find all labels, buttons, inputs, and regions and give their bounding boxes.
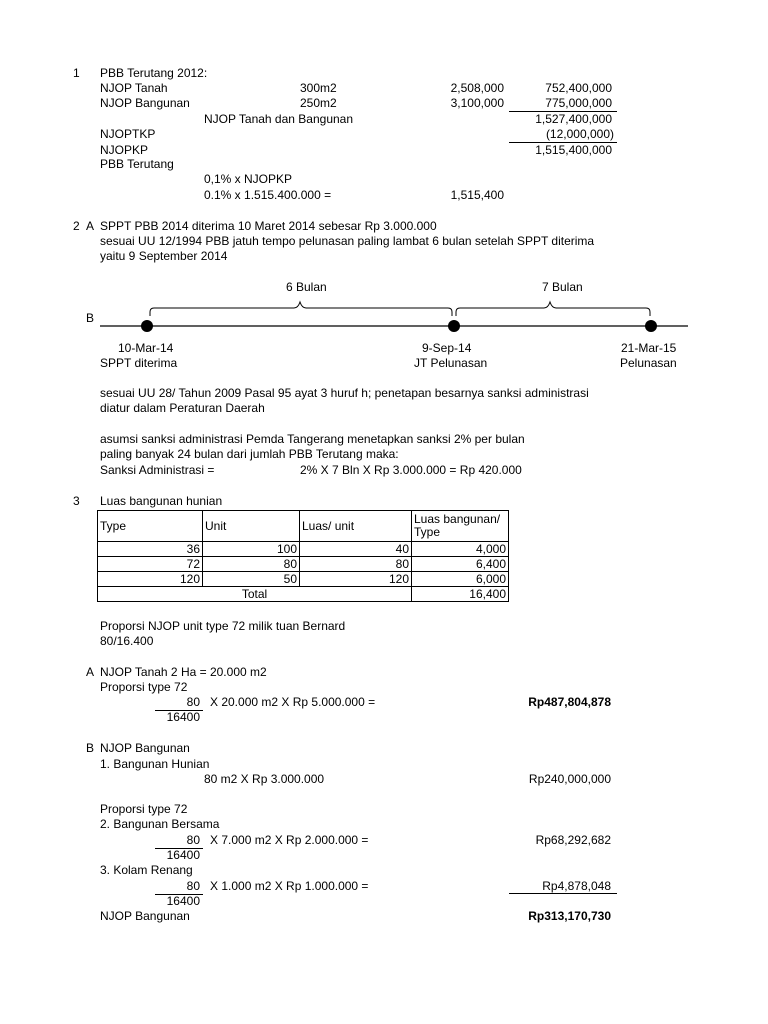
njop-tanah-label: NJOP Tanah <box>100 81 168 95</box>
section-2-text-3: asumsi sanksi administrasi Pemda Tangerang menetapkan sanksi 2% per bulan <box>100 432 525 446</box>
brace-label-6-bulan: 6 Bulan <box>286 280 327 294</box>
table-header-type: Type <box>98 511 203 542</box>
section-2-line-1: SPPT PBB 2014 diterima 10 Maret 2014 sebesar Rp 3.000.000 <box>100 219 437 233</box>
bangunan-hunian-label: 1. Bangunan Hunian <box>100 757 210 771</box>
njop-total-value: 1,527,400,000 <box>535 112 612 126</box>
table-header-luas-bangunan: Luas bangunan/ Type <box>412 511 509 542</box>
njop-bangunan-title: NJOP Bangunan <box>100 741 190 755</box>
njop-tanah-rate: 2,508,000 <box>450 81 504 95</box>
fraction-numerator: 80 <box>186 879 200 893</box>
timeline-diagram <box>0 270 768 340</box>
fraction-numerator: 80 <box>186 695 200 709</box>
table-cell: 72 <box>98 557 203 572</box>
luas-bangunan-table <box>97 510 509 602</box>
njop-tanah-2ha: NJOP Tanah 2 Ha = 20.000 m2 <box>100 665 267 679</box>
kolam-renang-formula: X 1.000 m2 X Rp 1.000.000 = <box>210 879 369 893</box>
fraction-denominator: 16400 <box>166 894 200 908</box>
table-cell: 4,000 <box>412 542 509 557</box>
proporsi-text: Proporsi NJOP unit type 72 milik tuan Bernard <box>100 619 346 633</box>
section-2-line-3: yaitu 9 September 2014 <box>100 249 228 263</box>
njop-bangunan-total-value: Rp313,170,730 <box>528 909 611 923</box>
section-3a-letter: A <box>86 665 95 679</box>
table-cell: 36 <box>98 542 203 557</box>
bangunan-bersama-formula: X 7.000 m2 X Rp 2.000.000 = <box>210 833 369 847</box>
table-row <box>98 557 509 572</box>
table-cell: 40 <box>300 542 412 557</box>
bangunan-hunian-formula: 80 m2 X Rp 3.000.000 <box>204 772 325 786</box>
njop-bangunan-total-label: NJOP Bangunan <box>100 909 190 923</box>
section-2-text-2: diatur dalam Peraturan Daerah <box>100 401 265 415</box>
njopkp-label: NJOPKP <box>100 143 149 157</box>
section-2-line-2: sesuai UU 12/1994 PBB jatuh tempo pelunasan paling lambat 6 bulan setelah SPPT diterima <box>100 234 595 248</box>
p1-date: 10-Mar-14 <box>118 341 174 355</box>
section-3-title: Luas bangunan hunian <box>100 494 223 508</box>
pbb-result: 1,515,400 <box>450 188 504 202</box>
table-row <box>98 572 509 587</box>
bangunan-bersama-result: Rp68,292,682 <box>535 833 611 847</box>
kolam-renang-label: 3. Kolam Renang <box>100 863 193 877</box>
section-1-number: 1 <box>73 66 80 80</box>
p2-date: 9-Sep-14 <box>422 341 472 355</box>
p2-label: JT Pelunasan <box>414 356 488 370</box>
pbb-formula-2: 0.1% x 1.515.400.000 = <box>204 188 332 202</box>
table-cell: 80 <box>203 557 300 572</box>
njoptkp-label: NJOPTKP <box>100 127 156 141</box>
kolam-renang-result: Rp4,878,048 <box>542 879 611 893</box>
sanksi-formula: 2% X 7 Bln X Rp 3.000.000 = Rp 420.000 <box>300 463 522 477</box>
table-cell: 6,000 <box>412 572 509 587</box>
table-header-row <box>98 511 509 542</box>
p1-label: SPPT diterima <box>100 356 178 370</box>
section-2-text-1: sesuai UU 28/ Tahun 2009 Pasal 95 ayat 3 huruf h; penetapan besarnya sanksi administrasi <box>100 386 589 400</box>
fraction-numerator: 80 <box>186 833 200 847</box>
proporsi-type-72-b: Proporsi type 72 <box>100 802 188 816</box>
njop-total-label: NJOP Tanah dan Bangunan <box>204 112 354 126</box>
section-2b-letter: B <box>86 311 95 325</box>
table-header-luas-unit: Luas/ unit <box>300 511 412 542</box>
table-header-unit: Unit <box>203 511 300 542</box>
brace-7-bulan <box>456 302 650 316</box>
brace-6-bulan <box>150 302 452 316</box>
section-2-text-4: paling banyak 24 bulan dari jumlah PBB Terutang maka: <box>100 447 399 461</box>
proporsi-type-72-a: Proporsi type 72 <box>100 680 188 694</box>
njop-tanah-area: 300m2 <box>300 81 337 95</box>
section-3b-letter: B <box>86 741 95 755</box>
njop-tanah-value: 752,400,000 <box>545 81 612 95</box>
njop-bangunan-label: NJOP Bangunan <box>100 96 190 110</box>
section-2a-letter: A <box>86 219 95 233</box>
section-1-title: PBB Terutang 2012: <box>100 66 208 80</box>
njopkp-value: 1,515,400,000 <box>535 143 612 157</box>
njop-bangunan-area: 250m2 <box>300 96 337 110</box>
fraction-denominator: 16400 <box>166 848 200 862</box>
table-cell: 120 <box>98 572 203 587</box>
pbb-formula-1: 0,1% x NJOPKP <box>204 172 293 186</box>
bangunan-total-rule <box>509 893 617 894</box>
njop-bangunan-rate: 3,100,000 <box>450 96 504 110</box>
timeline-point-sppt-diterima <box>141 320 153 332</box>
bangunan-bersama-label: 2. Bangunan Bersama <box>100 817 220 831</box>
timeline-point-jt-pelunasan <box>448 320 460 332</box>
timeline-point-pelunasan <box>645 320 657 332</box>
brace-label-7-bulan: 7 Bulan <box>542 280 583 294</box>
table-cell: 50 <box>203 572 300 587</box>
table-cell: 6,400 <box>412 557 509 572</box>
table-cell: 100 <box>203 542 300 557</box>
p3-date: 21-Mar-15 <box>621 341 677 355</box>
njoptkp-value: (12,000,000) <box>545 127 614 141</box>
table-total-label: Total <box>98 587 412 602</box>
section-2-number: 2 <box>73 219 80 233</box>
table-cell: 120 <box>300 572 412 587</box>
table-total-value: 16,400 <box>412 587 509 602</box>
sanksi-label: Sanksi Administrasi = <box>100 463 215 477</box>
pbb-terutang-label: PBB Terutang <box>100 157 174 171</box>
table-row <box>98 542 509 557</box>
bangunan-hunian-result: Rp240,000,000 <box>528 772 611 786</box>
njop-bangunan-value: 775,000,000 <box>545 96 612 110</box>
proporsi-ratio: 80/16.400 <box>100 634 154 648</box>
p3-label: Pelunasan <box>620 356 677 370</box>
njop-tanah-result: Rp487,804,878 <box>528 695 611 709</box>
table-cell: 80 <box>300 557 412 572</box>
table-total-row <box>98 587 509 602</box>
section-3-number: 3 <box>73 494 80 508</box>
fraction-denominator: 16400 <box>166 710 200 724</box>
njop-tanah-formula: X 20.000 m2 X Rp 5.000.000 = <box>210 695 376 709</box>
